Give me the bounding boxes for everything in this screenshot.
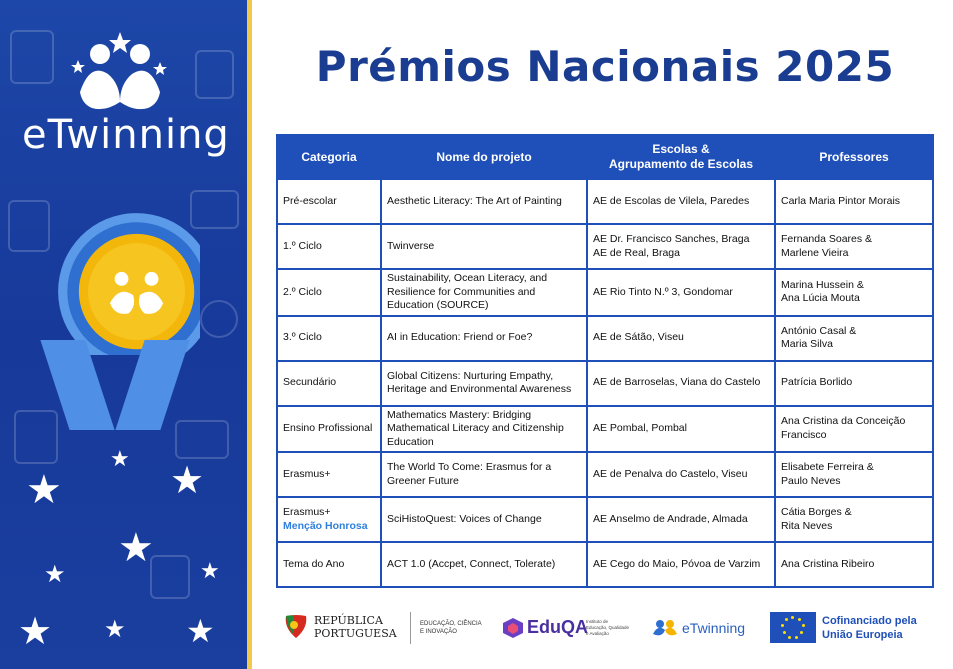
cell-projeto: Sustainability, Ocean Literacy, and Resilience for Communities and Education (SOURCE)	[381, 269, 587, 316]
star-icon: ★	[18, 611, 53, 653]
cell-projeto: ACT 1.0 (Accpet, Connect, Tolerate)	[381, 542, 587, 587]
etwinning-logo-text: eTwinning	[22, 112, 230, 158]
etwinning-logo-icon	[60, 32, 180, 122]
column-header-professores: Professores	[775, 135, 933, 179]
cell-professores: Marina Hussein & Ana Lúcia Mouta	[775, 269, 933, 316]
cell-categoria: Erasmus+	[277, 452, 381, 497]
column-header-projeto: Nome do projeto	[381, 135, 587, 179]
cell-escolas: AE de Sátão, Viseu	[587, 316, 775, 361]
eu-flag-star	[791, 616, 794, 619]
star-icon: ★	[200, 558, 220, 583]
doodle-globe-icon	[200, 300, 238, 338]
eu-flag-star	[802, 624, 805, 627]
cell-categoria: Secundário	[277, 361, 381, 406]
cell-escolas: AE Dr. Francisco Sanches, Braga AE de Real, Braga	[587, 224, 775, 269]
doodle-tablet-icon	[14, 410, 58, 464]
table-row	[277, 316, 933, 361]
star-icon: ★	[170, 460, 205, 502]
page-title: Prémios Nacionais 2025	[315, 42, 895, 91]
column-header-escolas: Escolas & Agrupamento de Escolas	[587, 135, 775, 179]
cell-projeto: Twinverse	[381, 224, 587, 269]
table-row	[277, 269, 933, 316]
cell-escolas: AE Cego do Maio, Póvoa de Varzim	[587, 542, 775, 587]
eu-flag-star	[800, 631, 803, 634]
sidebar-panel	[0, 0, 247, 669]
awards-table	[276, 134, 934, 588]
cell-escolas: AE de Penalva do Castelo, Viseu	[587, 452, 775, 497]
eduqa-logo-text: EduQA	[527, 617, 588, 637]
cell-escolas: AE Anselmo de Andrade, Almada	[587, 497, 775, 542]
cell-professores: António Casal & Maria Silva	[775, 316, 933, 361]
table-row	[277, 361, 933, 406]
cell-projeto: Global Citizens: Nurturing Empathy, Heritage and Environmental Awareness	[381, 361, 587, 406]
cell-professores: Ana Cristina da Conceição Francisco	[775, 406, 933, 453]
etwinning-small-logo-icon	[650, 615, 680, 641]
doodle-paper-icon	[150, 555, 190, 599]
cell-categoria: Tema do Ano	[277, 542, 381, 587]
cell-escolas: AE Pombal, Pombal	[587, 406, 775, 453]
cell-professores: Fernanda Soares & Marlene Vieira	[775, 224, 933, 269]
cell-projeto: AI in Education: Friend or Foe?	[381, 316, 587, 361]
star-icon: ★	[110, 446, 130, 471]
eu-flag-star	[785, 618, 788, 621]
eduqa-subtitle: Instituto de Educação, Qualidade e Avaliação	[586, 619, 630, 636]
cell-projeto: Mathematics Mastery: Bridging Mathematical Literacy and Citizenship Education	[381, 406, 587, 453]
doodle-laptop-icon	[175, 420, 229, 459]
award-rosette-icon	[50, 205, 200, 355]
table-row	[277, 542, 933, 587]
table-row	[277, 452, 933, 497]
doodle-calculator-icon	[195, 50, 234, 99]
column-header-categoria: Categoria	[277, 135, 381, 179]
cell-escolas: AE de Barroselas, Viana do Castelo	[587, 361, 775, 406]
ministerio-text: EDUCAÇÃO, CIÊNCIA E INOVAÇÃO	[420, 621, 482, 635]
etwinning-small-logo-text: eTwinning	[682, 620, 746, 636]
cell-escolas: AE Rio Tinto N.º 3, Gondomar	[587, 269, 775, 316]
cell-professores: Carla Maria Pintor Morais	[775, 179, 933, 224]
star-icon: ★	[118, 526, 154, 570]
table-row	[277, 179, 933, 224]
republica-portuguesa-text: REPÚBLICA PORTUGUESA	[314, 614, 397, 640]
eu-cofinanced-text: Cofinanciado pela União Europeia	[822, 615, 917, 641]
cell-categoria: 1.º Ciclo	[277, 224, 381, 269]
eu-flag-star	[783, 631, 786, 634]
cell-professores: Patrícia Borlido	[775, 361, 933, 406]
cell-categoria: 2.º Ciclo	[277, 269, 381, 316]
eduqa-logo-icon	[502, 617, 524, 639]
star-icon: ★	[44, 561, 66, 588]
eu-flag-star	[795, 636, 798, 639]
cell-professores: Ana Cristina Ribeiro	[775, 542, 933, 587]
divider	[410, 612, 411, 644]
eu-flag-icon	[770, 612, 816, 643]
cell-professores: Elisabete Ferreira & Paulo Neves	[775, 452, 933, 497]
cell-projeto: The World To Come: Erasmus for a Greener Future	[381, 452, 587, 497]
cell-categoria: Ensino Profissional	[277, 406, 381, 453]
cell-projeto: Aesthetic Literacy: The Art of Painting	[381, 179, 587, 224]
doodle-book-icon	[10, 30, 54, 84]
star-icon: ★	[26, 468, 62, 512]
table-row	[277, 224, 933, 269]
doodle-notebook-icon	[8, 200, 50, 252]
cell-categoria-label: Erasmus+	[283, 506, 331, 518]
cell-categoria: Pré-escolar	[277, 179, 381, 224]
table-row	[277, 406, 933, 453]
sidebar-accent-stripe	[247, 0, 252, 669]
cell-escolas: AE de Escolas de Vilela, Paredes	[587, 179, 775, 224]
honorable-mention-label: Menção Honrosa	[283, 519, 368, 532]
table-row	[277, 497, 933, 542]
eu-flag-star	[781, 624, 784, 627]
eu-flag-star	[798, 618, 801, 621]
cell-categoria: 3.º Ciclo	[277, 316, 381, 361]
cell-professores: Cátia Borges & Rita Neves	[775, 497, 933, 542]
cell-projeto: SciHistoQuest: Voices of Change	[381, 497, 587, 542]
star-icon: ★	[104, 616, 126, 643]
cell-categoria	[277, 497, 381, 542]
eu-flag-star	[788, 636, 791, 639]
portugal-flag-icon	[284, 613, 308, 641]
table-header-row	[277, 135, 933, 179]
star-icon: ★	[186, 613, 215, 649]
